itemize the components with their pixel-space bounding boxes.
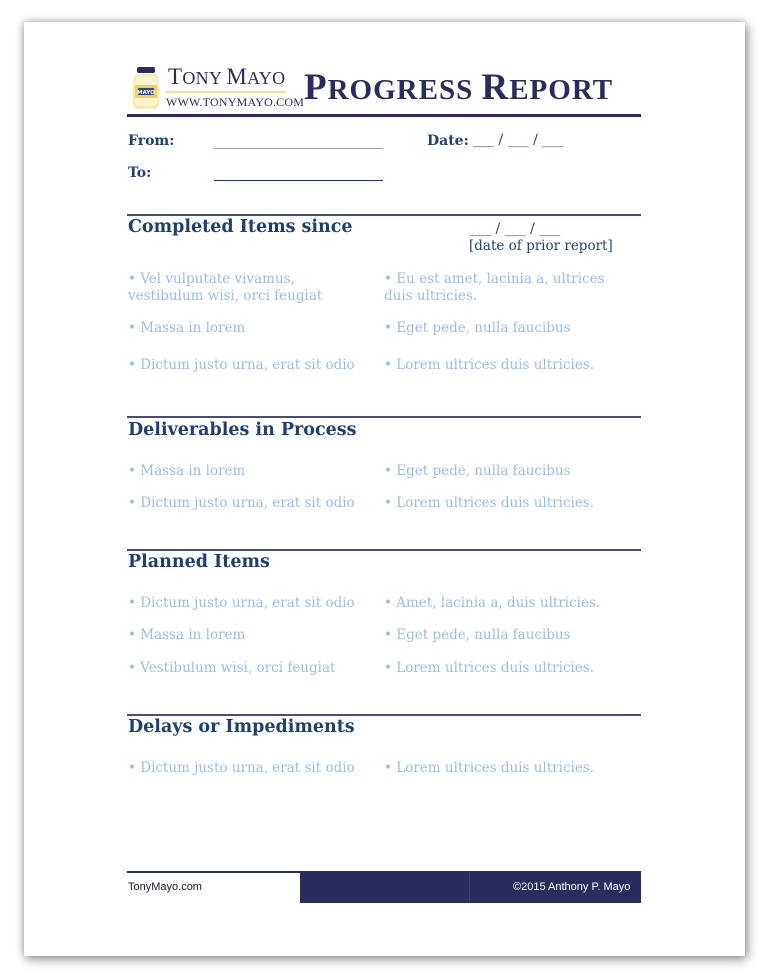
to-field[interactable] (214, 180, 383, 181)
list-item: • Vestibulum wisi, orci feugiat (128, 660, 336, 676)
to-label: To: (128, 165, 152, 181)
footer-website: TonyMayo.com (128, 881, 202, 893)
footer-copyright: ©2015 Anthony P. Mayo (513, 881, 631, 893)
from-field[interactable] (214, 148, 383, 149)
list-item: • Eget pede, nulla faucibus (384, 627, 571, 643)
brand-underline (166, 91, 286, 93)
list-item: • Dictum justo urna, erat sit odio (128, 595, 355, 611)
list-item: • Massa in lorem (128, 463, 246, 479)
prior-date-caption: [date of prior report] (469, 238, 613, 254)
section-title-completed: Completed Items since (128, 217, 353, 237)
list-item: • Amet, lacinia a, duis ultricies. (384, 595, 601, 611)
from-label: From: (128, 133, 175, 149)
list-item: • Vel vulputate vivamus, vestibulum wisi, orci feugiat (128, 271, 323, 304)
list-item: • Eu est amet, lacinia a, ultrices duis ultricies. (384, 271, 605, 304)
list-item: • Eget pede, nulla faucibus (384, 320, 571, 336)
brand-url: WWW.TONYMAYO.COM (166, 95, 305, 109)
section-title-delays: Delays or Impediments (128, 717, 355, 737)
list-item: • Massa in lorem (128, 627, 246, 643)
section-divider (127, 714, 641, 716)
list-item: • Lorem ultrices duis ultricies. (384, 495, 595, 511)
prior-date-field[interactable]: ___ / ___ / ___ (470, 221, 561, 237)
section-divider (127, 549, 641, 551)
header-divider (127, 114, 641, 117)
list-item: • Lorem ultrices duis ultricies. (384, 660, 595, 676)
mayo-jar-logo-icon (131, 66, 161, 110)
document-page (24, 22, 745, 956)
page-title: PROGRESS REPORT (304, 67, 614, 108)
list-item: • Dictum justo urna, erat sit odio (128, 357, 355, 373)
list-item: • Lorem ultrices duis ultricies. (384, 760, 595, 776)
svg-text:MAYO: MAYO (137, 90, 155, 96)
brand-name: TONY MAYO (168, 64, 286, 89)
section-title-deliverables: Deliverables in Process (128, 420, 357, 440)
footer-bar-divider (469, 872, 470, 903)
section-title-planned: Planned Items (128, 552, 270, 572)
list-item: • Dictum justo urna, erat sit odio (128, 495, 355, 511)
list-item: • Massa in lorem (128, 320, 246, 336)
date-field[interactable]: ___ / ___ / ___ (473, 132, 564, 148)
section-divider (127, 214, 641, 216)
date-label: Date: (427, 133, 469, 149)
list-item: • Lorem ultrices duis ultricies. (384, 357, 595, 373)
list-item: • Eget pede, nulla faucibus (384, 463, 571, 479)
section-divider (127, 416, 641, 418)
list-item: • Dictum justo urna, erat sit odio (128, 760, 355, 776)
